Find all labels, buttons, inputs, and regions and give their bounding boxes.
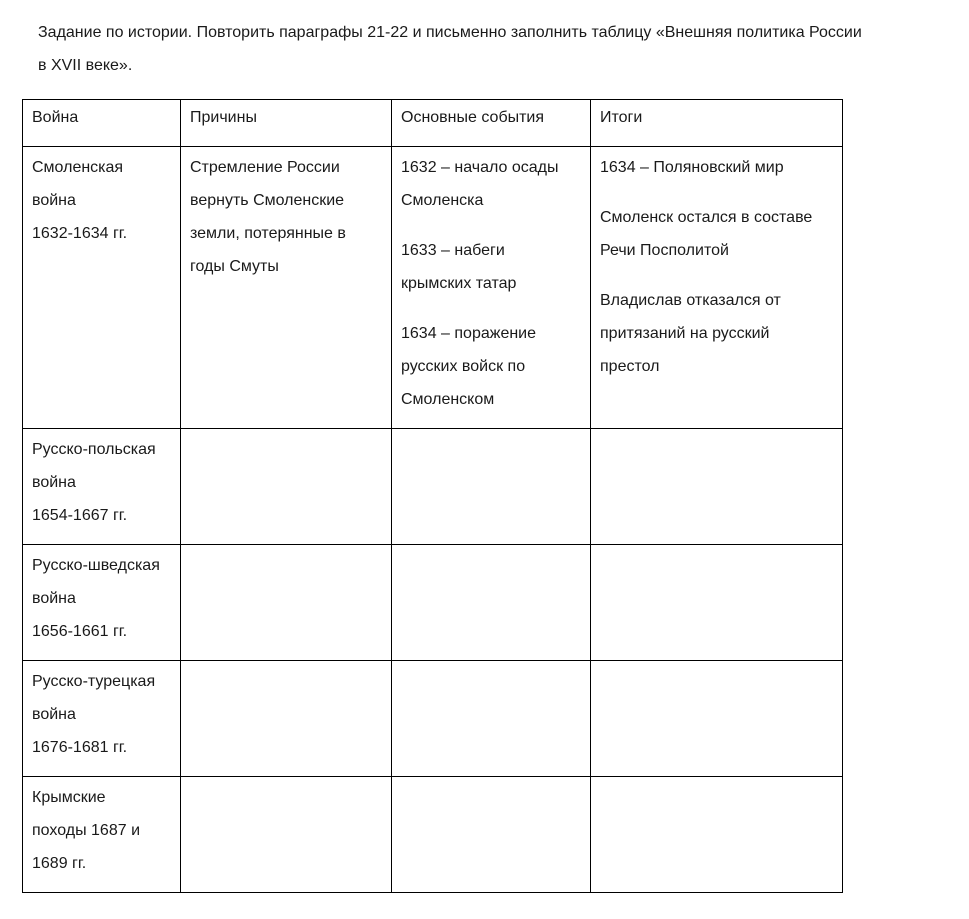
result-line: престол: [600, 358, 660, 375]
cell-results: [591, 147, 843, 429]
event-line: 1634 – поражение: [401, 325, 537, 342]
table-row: [23, 545, 843, 661]
cell-results: [591, 777, 843, 893]
war-name-line: Русско-польская: [32, 441, 156, 458]
table-row: [23, 777, 843, 893]
header-causes: Причины: [181, 100, 392, 147]
event-line: 1632 – начало осады: [401, 159, 559, 176]
cell-war: [23, 429, 181, 545]
cell-war: [23, 777, 181, 893]
war-dates-line: 1676-1681 гг.: [32, 739, 128, 756]
cell-events: [392, 429, 591, 545]
event-line: 1633 – набеги: [401, 242, 505, 259]
event-line: русских войск по: [401, 358, 526, 375]
cell-war: [23, 147, 181, 429]
war-name-line: война: [32, 590, 76, 607]
war-dates-line: 1689 гг.: [32, 855, 87, 872]
cell-causes: [181, 777, 392, 893]
header-events: Основные события: [392, 100, 591, 147]
result-line: Речи Посполитой: [600, 242, 729, 259]
event-line: крымских татар: [401, 275, 517, 292]
cell-results: [591, 545, 843, 661]
war-name-line: походы 1687 и: [32, 822, 141, 839]
cell-results: [591, 429, 843, 545]
causes-line: вернуть Смоленские: [190, 192, 345, 209]
cell-causes: [181, 429, 392, 545]
causes-line: годы Смуты: [190, 258, 279, 275]
war-name-line: война: [32, 706, 76, 723]
result-line: Смоленск остался в составе: [600, 209, 813, 226]
event-paragraph: [401, 234, 581, 300]
cell-causes: [181, 545, 392, 661]
cell-events: [392, 545, 591, 661]
war-dates-line: 1654-1667 гг.: [32, 507, 128, 524]
war-dates-line: 1656-1661 гг.: [32, 623, 128, 640]
table-row: [23, 147, 843, 429]
event-paragraph: [401, 151, 581, 217]
event-paragraph: [401, 317, 581, 416]
result-line: притязаний на русский: [600, 325, 770, 342]
causes-line: Стремление России: [190, 159, 340, 176]
foreign-policy-table: [22, 99, 843, 893]
table-row: [23, 661, 843, 777]
result-paragraph: [600, 284, 833, 383]
assignment-text: [38, 16, 958, 82]
header-war: Война: [23, 100, 181, 147]
cell-events: [392, 777, 591, 893]
result-line: 1634 – Поляновский мир: [600, 159, 784, 176]
cell-results: [591, 661, 843, 777]
cell-events: [392, 147, 591, 429]
cell-war: [23, 661, 181, 777]
war-dates-line: 1632-1634 гг.: [32, 225, 128, 242]
cell-events: [392, 661, 591, 777]
assignment-line-1: Задание по истории. Повторить параграфы 21-22 и письменно заполнить таблицу «Внешняя политика России: [38, 24, 862, 41]
cell-causes: [181, 147, 392, 429]
result-line: Владислав отказался от: [600, 292, 781, 309]
cell-war: [23, 545, 181, 661]
table-row: [23, 429, 843, 545]
table-header-row: [23, 100, 843, 147]
result-paragraph: [600, 201, 833, 267]
event-line: Смоленска: [401, 192, 484, 209]
war-name-line: Крымские: [32, 789, 106, 806]
war-name-line: война: [32, 474, 76, 491]
war-name-line: Русско-шведская: [32, 557, 160, 574]
result-paragraph: [600, 151, 833, 184]
header-results: Итоги: [591, 100, 843, 147]
assignment-line-2: в XVII веке».: [38, 57, 133, 74]
war-name-line: Смоленская: [32, 159, 124, 176]
event-line: Смоленском: [401, 391, 495, 408]
cell-causes: [181, 661, 392, 777]
war-name-line: война: [32, 192, 76, 209]
causes-line: земли, потерянные в: [190, 225, 346, 242]
war-name-line: Русско-турецкая: [32, 673, 156, 690]
